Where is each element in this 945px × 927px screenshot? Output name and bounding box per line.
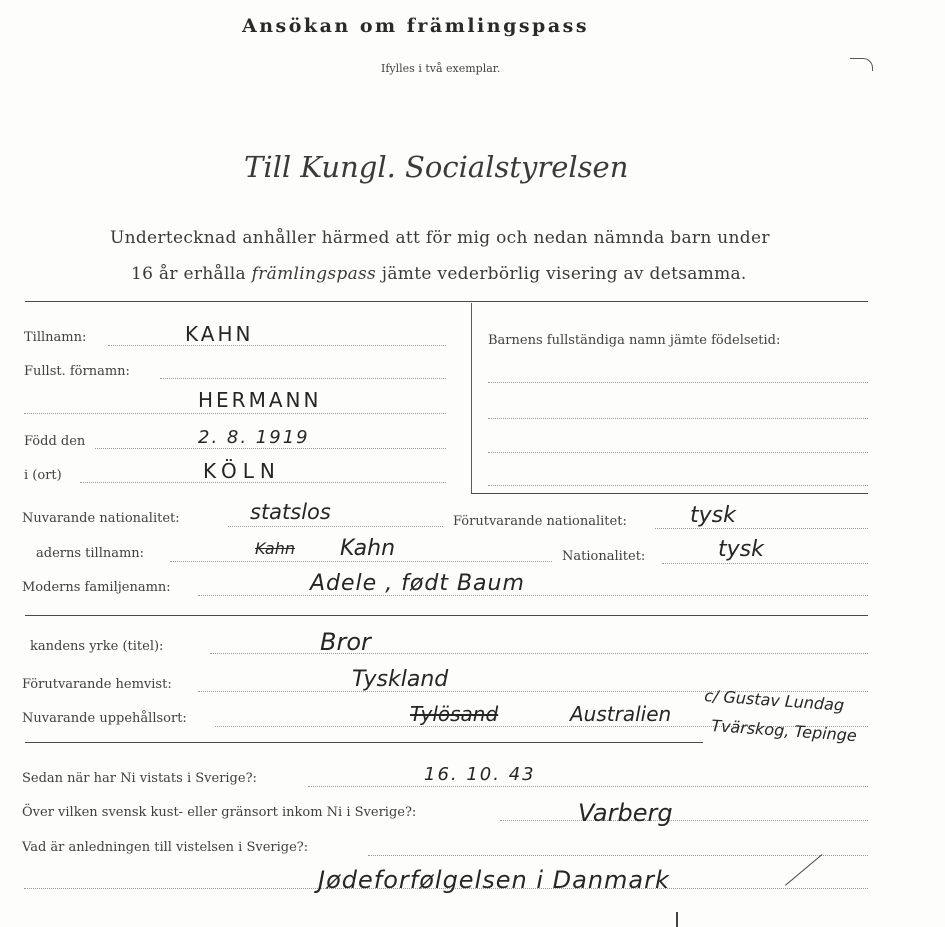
moder-label: Moderns familjenamn: <box>22 580 171 595</box>
dotted-line <box>170 561 552 562</box>
moder-value: Adele , født Baum <box>310 571 525 596</box>
section-rule <box>25 742 703 743</box>
uppehallsort-note-2: Tvärskog, Tepinge <box>710 716 858 746</box>
ort-value: KÖLN <box>203 459 281 483</box>
dotted-line <box>160 378 446 379</box>
nationalitet-value: statslos <box>250 500 331 524</box>
dotted-line <box>368 855 868 856</box>
yrke-label: kandens yrke (titel): <box>30 639 164 654</box>
intro-line-2-emphasis: främlingspass <box>251 264 377 284</box>
uppehallsort-struck-value: Tylösand <box>410 702 499 726</box>
pen-stroke <box>785 854 822 886</box>
children-box-bottom <box>471 493 868 494</box>
ort-label: i (ort) <box>24 468 62 483</box>
dotted-line <box>500 820 868 821</box>
fornamn-label: Fullst. förnamn: <box>24 364 130 379</box>
forut-nationalitet-value: tysk <box>690 503 736 528</box>
fader-struck-value: Kahn <box>255 539 296 558</box>
intro-line-1: Undertecknad anhåller härmed att för mig och nedan nämnda barn under <box>110 228 770 248</box>
yrke-value: Bror <box>320 628 371 656</box>
forut-nationalitet-label: Förutvarande nationalitet: <box>453 514 627 529</box>
dotted-line <box>95 448 446 449</box>
dotted-line <box>488 452 868 453</box>
intro-line-2 <box>131 264 747 284</box>
dotted-line <box>210 653 868 654</box>
dotted-line <box>308 786 868 787</box>
form-title: Ansökan om främlingspass <box>242 15 590 37</box>
corner-mark <box>850 58 873 71</box>
intro-line-2-end: jämte vederbörlig visering av detsamma. <box>381 264 747 284</box>
dotted-line <box>24 413 446 414</box>
uppehallsort-note-1: c/ Gustav Lundag <box>703 686 845 715</box>
nationalitet-label: Nuvarande nationalitet: <box>22 511 180 526</box>
dotted-line <box>228 526 443 527</box>
children-label: Barnens fullständiga namn jämte födelsetid: <box>488 333 781 348</box>
forut-hemvist-label: Förutvarande hemvist: <box>22 677 172 692</box>
uppehallsort-label: Nuvarande uppehållsort: <box>22 711 187 726</box>
fader-label: aderns tillnamn: <box>36 546 145 561</box>
kust-value: Varberg <box>578 799 673 827</box>
dotted-line <box>108 345 446 346</box>
sedan-label: Sedan när har Ni vistats i Sverige?: <box>22 771 257 786</box>
forut-hemvist-value: Tyskland <box>352 667 449 692</box>
dotted-line <box>655 528 868 529</box>
children-box-divider <box>471 303 472 493</box>
anledning-value: Jødeforfølgelsen i Danmark <box>318 866 670 894</box>
dotted-line <box>662 563 868 564</box>
anledning-label: Vad är anledningen till vistelsen i Sverige?: <box>22 840 309 855</box>
dotted-line <box>198 595 868 596</box>
fader-nationalitet-value: tysk <box>718 537 764 562</box>
kust-label: Över vilken svensk kust- eller gränsort inkom Ni i Sverige?: <box>22 805 417 820</box>
section-rule <box>25 301 868 302</box>
sedan-value: 16. 10. 43 <box>424 764 536 785</box>
fornamn-value: HERMANN <box>198 388 322 412</box>
uppehallsort-value: Australien <box>570 702 672 726</box>
form-heading: Till Kungl. Socialstyrelsen <box>244 150 629 184</box>
section-rule <box>25 615 868 616</box>
pen-stroke <box>676 912 678 927</box>
fader-nationalitet-label: Nationalitet: <box>562 549 646 564</box>
fodd-value: 2. 8. 1919 <box>198 427 310 448</box>
dotted-line <box>488 485 868 486</box>
tillnamn-value: KAHN <box>185 322 254 346</box>
intro-line-2-start: 16 år erhålla <box>131 264 246 284</box>
dotted-line <box>488 382 868 383</box>
dotted-line <box>488 418 868 419</box>
fodd-label: Född den <box>24 434 86 449</box>
fader-value: Kahn <box>340 536 396 561</box>
form-subtitle: Ifylles i två exemplar. <box>381 62 501 75</box>
tillnamn-label: Tillnamn: <box>24 330 87 345</box>
